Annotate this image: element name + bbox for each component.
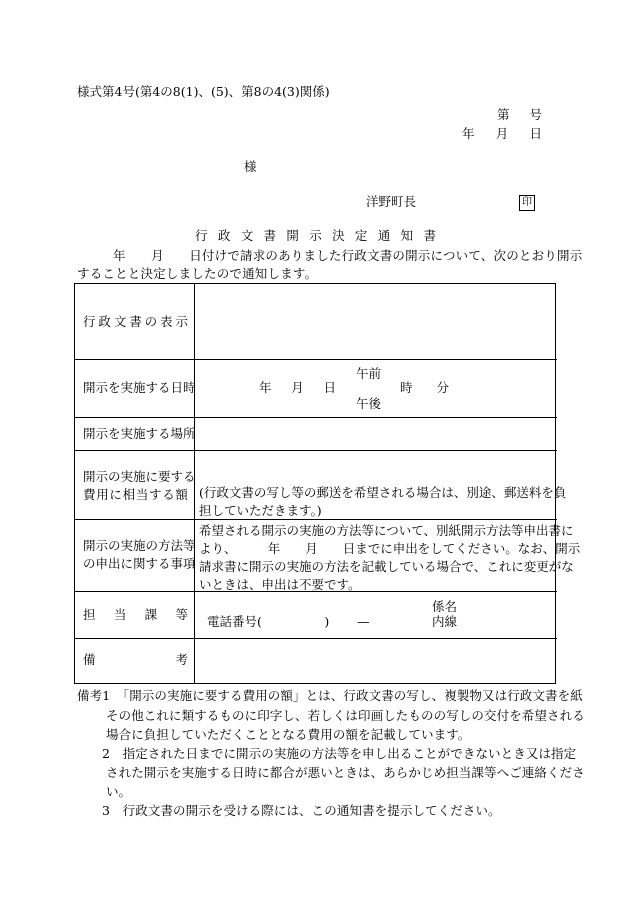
note-1-line-3: 場合に負担していただくこととなる費用の額を記載しています。 — [106, 727, 471, 742]
title-char: 通 — [377, 228, 391, 243]
note-2-line-2: された開示を実施する日時に都合が悪いときは、あらかじめ担当課等へご連絡くださ — [106, 765, 585, 780]
title-char: 示 — [309, 228, 322, 243]
year-label: 年 — [462, 126, 475, 141]
extension-label: 内線 — [432, 614, 458, 629]
row-divider — [74, 450, 557, 451]
row-divider — [74, 359, 557, 360]
note-2-line-3: い。 — [106, 784, 132, 799]
title-char: 書 — [423, 228, 436, 243]
intro-line-2: することと決定しましたので通知します。 — [77, 266, 318, 281]
method-instructions: 希望される開示の実施の方法等について、別紙開示方法等申出書に より、 年 月 日までに申出をしてください。なお、開示 請求書に開示の実施の方法を記載している場合で、これに変更がな いときは、申出は不要です。 — [199, 523, 581, 592]
form-number: 様式第4号(第4の8(1)、(5)、第8の4(3)関係) — [77, 84, 330, 99]
title-char: 定 — [354, 228, 368, 243]
title-char: 知 — [400, 228, 414, 243]
phone-field: 電話番号( ) — [207, 614, 330, 629]
document-number — [497, 109, 542, 122]
document-title — [195, 230, 436, 243]
note-2-line-1: 2 指定された日までに開示の実施の方法等を申し出ることができないとき又は指定 — [102, 746, 577, 761]
day-label: 日 — [529, 126, 542, 141]
datetime-label: 開示を実施する日時 — [83, 380, 196, 395]
issuer-name: 洋野町長 — [366, 194, 417, 209]
datetime-date: 年 月 日 — [259, 380, 336, 395]
datetime-time: 時 分 — [400, 380, 449, 395]
fee-note: (行政文書の写し等の郵送を希望される場合は、別途、郵送料を負 担していただきます。) — [199, 485, 567, 518]
row-divider — [74, 417, 557, 418]
method-label: 開示の実施の方法等 の申出に関する事項 — [83, 538, 196, 571]
intro-line-1: 年 月 日付けで請求のありました行政文書の開示について、次のとおり開示 — [113, 248, 583, 263]
place-label: 開示を実施する場所 — [83, 426, 196, 441]
fee-label-line-2: 費 用 に 相 当 す る 額 — [83, 487, 188, 502]
note-1-line-1: 備考1 「開示の実施に要する費用の額」とは、行政文書の写し、複製物又は行政文書を紙 — [77, 688, 583, 703]
number-suffix: 号 — [529, 107, 542, 122]
title-char: 決 — [332, 228, 345, 243]
phone-dash: — — [357, 614, 370, 629]
pm-label: 午後 — [356, 396, 382, 411]
title-char: 開 — [286, 228, 299, 243]
month-label: 月 — [495, 126, 509, 141]
title-char: 文 — [240, 228, 254, 243]
document-label: 行 政 文 書 の 表 示 — [83, 314, 188, 329]
remarks-label: 備 考 — [83, 652, 188, 667]
note-1-line-2: その他これに類するものに印字し、若しくは印画したものの写しの交付を希望される — [106, 708, 585, 723]
title-char: 行 — [195, 228, 208, 243]
am-label: 午前 — [356, 366, 382, 381]
row-divider — [74, 638, 557, 639]
number-prefix: 第 — [497, 107, 510, 122]
title-char: 書 — [263, 228, 277, 243]
fee-label-line-1: 開示の実施に要する — [83, 469, 196, 484]
department-label: 担 当 課 等 — [83, 607, 188, 622]
section-name-label: 係名 — [432, 599, 458, 614]
issue-date — [462, 128, 542, 141]
title-char: 政 — [217, 228, 231, 243]
addressee-suffix: 様 — [244, 159, 257, 174]
seal-mark: 印 — [519, 195, 535, 211]
note-3-line-1: 3 行政文書の開示を受ける際には、この通知書を提示してください。 — [102, 803, 501, 818]
